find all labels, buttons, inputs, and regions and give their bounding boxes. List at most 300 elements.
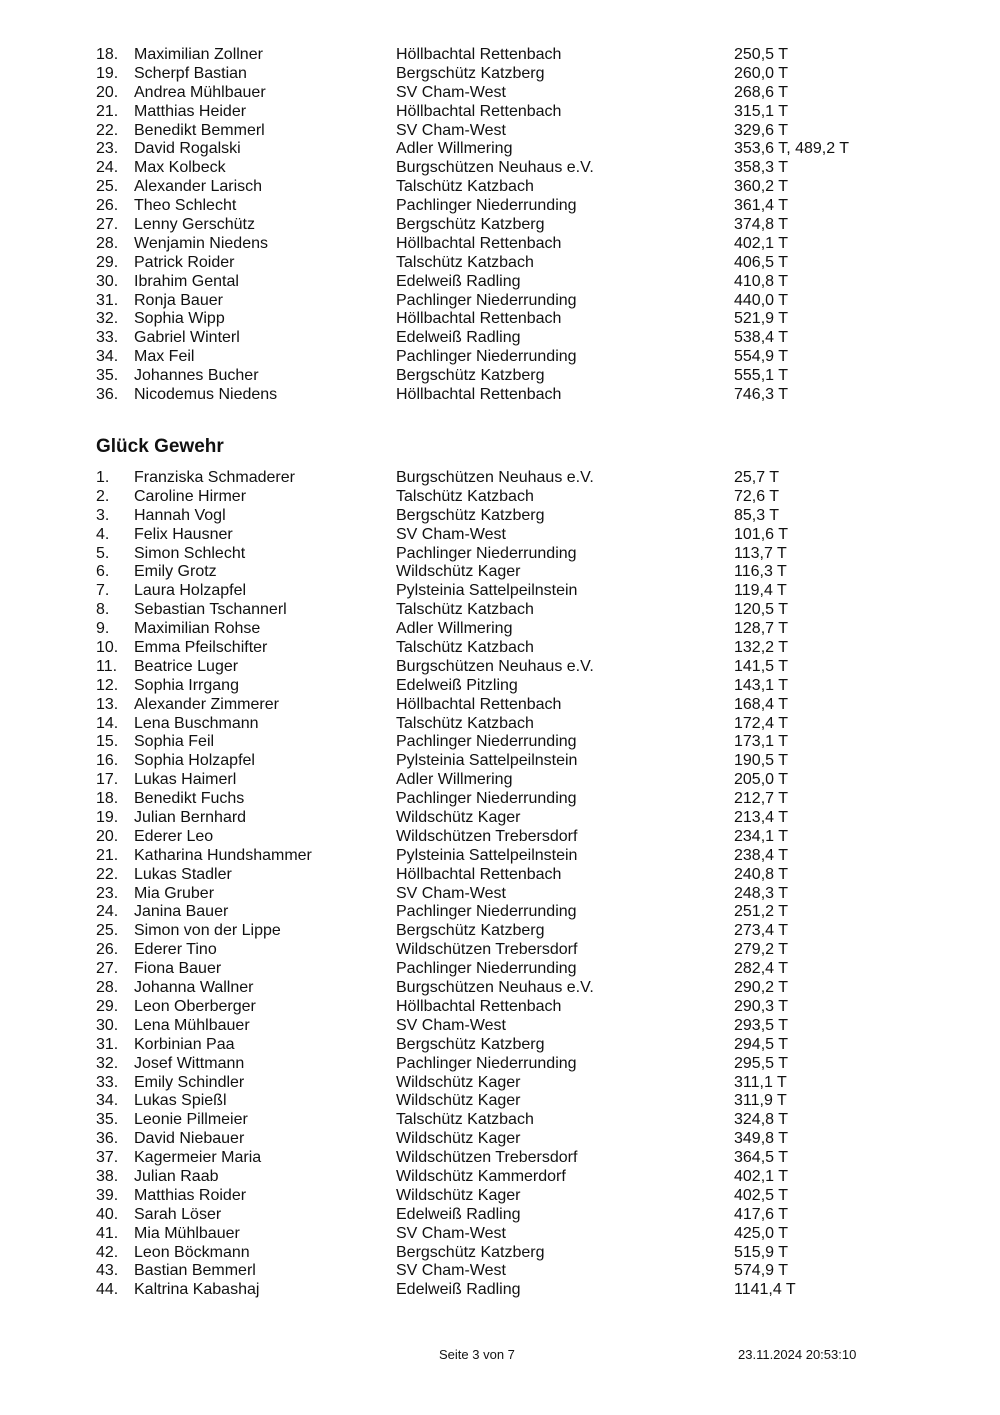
score-value: 205,0 T: [734, 771, 788, 789]
score-value: 555,1 T: [734, 367, 788, 385]
score-value: 141,5 T: [734, 657, 788, 675]
shooter-name: Felix Hausner: [134, 525, 233, 543]
rank-cell: 2.: [96, 487, 110, 505]
club-name: SV Cham-West: [396, 525, 506, 543]
result-row: [0, 771, 1000, 790]
score-value: 119,4 T: [734, 582, 787, 600]
club-name: Burgschützen Neuhaus e.V.: [396, 657, 594, 675]
score-value: 402,1 T: [734, 234, 788, 252]
result-row: [0, 885, 1000, 904]
result-row: [0, 46, 1000, 65]
rank-cell: 30.: [96, 272, 119, 290]
club-name: Pylsteinia Sattelpeilnstein: [396, 582, 578, 600]
shooter-name: Sophia Wipp: [134, 310, 225, 328]
shooter-name: Simon von der Lippe: [134, 922, 281, 940]
shooter-name: Sophia Feil: [134, 733, 215, 751]
club-name: SV Cham-West: [396, 121, 506, 139]
result-row: [0, 159, 1000, 178]
score-value: 113,7 T: [734, 544, 787, 562]
club-name: Edelweiß Radling: [396, 1205, 521, 1223]
club-name: SV Cham-West: [396, 1262, 506, 1280]
shooter-name: Lena Buschmann: [134, 714, 259, 732]
shooter-name: Kaltrina Kabashaj: [134, 1281, 260, 1299]
club-name: SV Cham-West: [396, 83, 506, 101]
score-value: 349,8 T: [734, 1130, 788, 1148]
result-row: [0, 998, 1000, 1017]
rank-cell: 33.: [96, 1073, 119, 1091]
rank-cell: 27.: [96, 960, 119, 978]
club-name: Bergschütz Katzberg: [396, 216, 545, 234]
rank-cell: 27.: [96, 216, 119, 234]
shooter-name: Bastian Bemmerl: [134, 1262, 256, 1280]
score-value: 85,3 T: [734, 506, 780, 524]
score-value: 361,4 T: [734, 197, 788, 215]
score-value: 515,9 T: [734, 1243, 788, 1261]
club-name: Pachlinger Niederrunding: [396, 790, 577, 808]
rank-cell: 4.: [96, 525, 110, 543]
result-row: [0, 103, 1000, 122]
rank-cell: 34.: [96, 1092, 119, 1110]
shooter-name: Mia Gruber: [134, 884, 215, 902]
score-value: 364,5 T: [734, 1149, 788, 1167]
shooter-name: Nicodemus Niedens: [134, 386, 278, 404]
result-row: [0, 348, 1000, 367]
score-value: 311,1 T: [734, 1073, 787, 1091]
club-name: Edelweiß Radling: [396, 1281, 521, 1299]
rank-cell: 44.: [96, 1281, 119, 1299]
result-row: [0, 1206, 1000, 1225]
result-row: [0, 1130, 1000, 1149]
score-value: 173,1 T: [734, 733, 788, 751]
result-row: [0, 922, 1000, 941]
club-name: Burgschützen Neuhaus e.V.: [396, 469, 594, 486]
club-name: Höllbachtal Rettenbach: [396, 695, 562, 713]
score-value: 128,7 T: [734, 620, 788, 638]
result-row: [0, 715, 1000, 734]
rank-cell: 36.: [96, 386, 119, 404]
rank-cell: 9.: [96, 620, 110, 638]
score-value: 295,5 T: [734, 1054, 788, 1072]
result-row: [0, 367, 1000, 386]
rank-cell: 28.: [96, 979, 119, 997]
shooter-name: Maximilian Zollner: [134, 46, 263, 63]
rank-cell: 20.: [96, 83, 119, 101]
club-name: Pachlinger Niederrunding: [396, 291, 577, 309]
club-name: Talschütz Katzbach: [396, 253, 534, 271]
score-value: 410,8 T: [734, 272, 788, 290]
club-name: Pachlinger Niederrunding: [396, 903, 577, 921]
shooter-name: Wenjamin Niedens: [134, 234, 268, 252]
club-name: Edelweiß Radling: [396, 329, 521, 347]
club-name: Höllbachtal Rettenbach: [396, 310, 562, 328]
result-row: [0, 488, 1000, 507]
rank-cell: 22.: [96, 121, 119, 139]
shooter-name: Emily Schindler: [134, 1073, 245, 1091]
club-name: SV Cham-West: [396, 884, 506, 902]
club-name: Talschütz Katzbach: [396, 487, 534, 505]
shooter-name: Lukas Stadler: [134, 865, 232, 883]
result-row: [0, 1225, 1000, 1244]
club-name: Pylsteinia Sattelpeilnstein: [396, 846, 578, 864]
result-row: [0, 790, 1000, 809]
score-value: 290,2 T: [734, 979, 788, 997]
club-name: Wildschütz Kager: [396, 809, 521, 827]
rank-cell: 23.: [96, 140, 119, 158]
rank-cell: 35.: [96, 1111, 119, 1129]
result-row: [0, 903, 1000, 922]
club-name: Wildschütz Kager: [396, 1186, 521, 1204]
club-name: Höllbachtal Rettenbach: [396, 865, 562, 883]
club-name: Wildschützen Trebersdorf: [396, 941, 578, 959]
score-value: 329,6 T: [734, 121, 788, 139]
shooter-name: Emily Grotz: [134, 563, 217, 581]
club-name: Pachlinger Niederrunding: [396, 197, 577, 215]
rank-cell: 28.: [96, 234, 119, 252]
rank-cell: 19.: [96, 809, 119, 827]
rank-cell: 25.: [96, 922, 119, 940]
score-value: 143,1 T: [734, 676, 788, 694]
shooter-name: Sebastian Tschannerl: [134, 601, 287, 619]
score-value: 72,6 T: [734, 487, 780, 505]
result-row: [0, 866, 1000, 885]
result-row: [0, 582, 1000, 601]
result-row: [0, 1017, 1000, 1036]
score-value: 358,3 T: [734, 159, 788, 177]
score-value: 311,9 T: [734, 1092, 787, 1110]
result-row: [0, 1055, 1000, 1074]
result-row: [0, 526, 1000, 545]
rank-cell: 21.: [96, 102, 119, 120]
rank-cell: 8.: [96, 601, 110, 619]
result-row: [0, 1074, 1000, 1093]
club-name: Talschütz Katzbach: [396, 601, 534, 619]
result-row: [0, 254, 1000, 273]
shooter-name: Alexander Zimmerer: [134, 695, 279, 713]
shooter-name: Ederer Tino: [134, 941, 217, 959]
rank-cell: 7.: [96, 582, 110, 600]
shooter-name: Lena Mühlbauer: [134, 1016, 250, 1034]
score-value: 1141,4 T: [734, 1281, 796, 1299]
shooter-name: Benedikt Bemmerl: [134, 121, 265, 139]
score-value: 250,5 T: [734, 46, 788, 63]
club-name: Edelweiß Pitzling: [396, 676, 518, 694]
shooter-name: Franziska Schmaderer: [134, 469, 295, 486]
shooter-name: Theo Schlecht: [134, 197, 237, 215]
result-row: [0, 960, 1000, 979]
club-name: SV Cham-West: [396, 1016, 506, 1034]
rank-cell: 31.: [96, 1035, 119, 1053]
results-list-glueck-gewehr: [0, 469, 1000, 1300]
result-row: [0, 1262, 1000, 1281]
rank-cell: 11.: [96, 657, 118, 675]
score-value: 402,1 T: [734, 1167, 788, 1185]
score-value: 294,5 T: [734, 1035, 788, 1053]
result-row: [0, 235, 1000, 254]
result-row: [0, 469, 1000, 488]
score-value: 521,9 T: [734, 310, 788, 328]
score-value: 25,7 T: [734, 469, 780, 486]
shooter-name: Josef Wittmann: [134, 1054, 245, 1072]
score-value: 101,6 T: [734, 525, 788, 543]
score-value: 538,4 T: [734, 329, 788, 347]
score-value: 279,2 T: [734, 941, 788, 959]
club-name: Bergschütz Katzberg: [396, 922, 545, 940]
score-value: 574,9 T: [734, 1262, 788, 1280]
result-row: [0, 292, 1000, 311]
club-name: Pachlinger Niederrunding: [396, 733, 577, 751]
shooter-name: David Rogalski: [134, 140, 241, 158]
score-value: 234,1 T: [734, 827, 788, 845]
score-value: 406,5 T: [734, 253, 788, 271]
score-value: 190,5 T: [734, 752, 788, 770]
rank-cell: 3.: [96, 506, 110, 524]
shooter-name: David Niebauer: [134, 1130, 245, 1148]
shooter-name: Sarah Löser: [134, 1205, 222, 1223]
rank-cell: 29.: [96, 997, 119, 1015]
shooter-name: Patrick Roider: [134, 253, 235, 271]
score-value: 402,5 T: [734, 1186, 788, 1204]
result-row: [0, 677, 1000, 696]
club-name: Höllbachtal Rettenbach: [396, 386, 562, 404]
result-row: [0, 1168, 1000, 1187]
club-name: Höllbachtal Rettenbach: [396, 997, 562, 1015]
rank-cell: 19.: [96, 64, 119, 82]
shooter-name: Max Feil: [134, 348, 195, 366]
rank-cell: 33.: [96, 329, 119, 347]
rank-cell: 20.: [96, 827, 119, 845]
result-row: [0, 65, 1000, 84]
club-name: Talschütz Katzbach: [396, 178, 534, 196]
result-row: [0, 752, 1000, 771]
shooter-name: Korbinian Paa: [134, 1035, 235, 1053]
result-row: [0, 809, 1000, 828]
shooter-name: Sophia Irrgang: [134, 676, 239, 694]
club-name: Pachlinger Niederrunding: [396, 1054, 577, 1072]
shooter-name: Emma Pfeilschifter: [134, 639, 268, 657]
result-row: [0, 178, 1000, 197]
result-row: [0, 696, 1000, 715]
club-name: Bergschütz Katzberg: [396, 1035, 545, 1053]
club-name: Pachlinger Niederrunding: [396, 348, 577, 366]
rank-cell: 18.: [96, 46, 119, 63]
shooter-name: Lukas Spießl: [134, 1092, 227, 1110]
result-row: [0, 1149, 1000, 1168]
shooter-name: Leonie Pillmeier: [134, 1111, 248, 1129]
shooter-name: Gabriel Winterl: [134, 329, 240, 347]
shooter-name: Benedikt Fuchs: [134, 790, 245, 808]
rank-cell: 24.: [96, 159, 119, 177]
club-name: Wildschütz Kager: [396, 563, 521, 581]
shooter-name: Simon Schlecht: [134, 544, 246, 562]
rank-cell: 39.: [96, 1186, 119, 1204]
club-name: Adler Willmering: [396, 771, 513, 789]
shooter-name: Ibrahim Gental: [134, 272, 239, 290]
rank-cell: 40.: [96, 1205, 119, 1223]
club-name: Burgschützen Neuhaus e.V.: [396, 159, 594, 177]
result-row: [0, 386, 1000, 405]
score-value: 212,7 T: [734, 790, 788, 808]
result-row: [0, 122, 1000, 141]
shooter-name: Johanna Wallner: [134, 979, 254, 997]
result-row: [0, 1036, 1000, 1055]
rank-cell: 32.: [96, 310, 119, 328]
shooter-name: Janina Bauer: [134, 903, 229, 921]
club-name: Wildschütz Kager: [396, 1073, 521, 1091]
club-name: Pachlinger Niederrunding: [396, 544, 577, 562]
club-name: Adler Willmering: [396, 140, 513, 158]
rank-cell: 23.: [96, 884, 119, 902]
shooter-name: Alexander Larisch: [134, 178, 263, 196]
score-value: 238,4 T: [734, 846, 788, 864]
score-value: 440,0 T: [734, 291, 788, 309]
shooter-name: Andrea Mühlbauer: [134, 83, 266, 101]
shooter-name: Ronja Bauer: [134, 291, 223, 309]
result-row: [0, 329, 1000, 348]
club-name: SV Cham-West: [396, 1224, 506, 1242]
rank-cell: 26.: [96, 197, 119, 215]
rank-cell: 37.: [96, 1149, 119, 1167]
score-value: 116,3 T: [734, 563, 787, 581]
rank-cell: 5.: [96, 544, 110, 562]
club-name: Talschütz Katzbach: [396, 714, 534, 732]
score-value: 746,3 T: [734, 386, 788, 404]
result-row: [0, 1281, 1000, 1300]
page-number: Seite 3 von 7: [439, 1347, 515, 1362]
shooter-name: Matthias Heider: [134, 102, 247, 120]
shooter-name: Lukas Haimerl: [134, 771, 237, 789]
result-row: [0, 847, 1000, 866]
rank-cell: 17.: [96, 771, 119, 789]
shooter-name: Max Kolbeck: [134, 159, 226, 177]
result-row: [0, 563, 1000, 582]
club-name: Edelweiß Radling: [396, 272, 521, 290]
score-value: 260,0 T: [734, 64, 788, 82]
rank-cell: 32.: [96, 1054, 119, 1072]
rank-cell: 29.: [96, 253, 119, 271]
result-row: [0, 733, 1000, 752]
rank-cell: 16.: [96, 752, 119, 770]
shooter-name: Leon Böckmann: [134, 1243, 250, 1261]
shooter-name: Beatrice Luger: [134, 657, 239, 675]
result-row: [0, 140, 1000, 159]
club-name: Wildschütz Kager: [396, 1130, 521, 1148]
shooter-name: Johannes Bucher: [134, 367, 259, 385]
club-name: Bergschütz Katzberg: [396, 1243, 545, 1261]
club-name: Adler Willmering: [396, 620, 513, 638]
rank-cell: 22.: [96, 865, 119, 883]
rank-cell: 24.: [96, 903, 119, 921]
rank-cell: 21.: [96, 846, 119, 864]
shooter-name: Mia Mühlbauer: [134, 1224, 240, 1242]
result-row: [0, 1111, 1000, 1130]
result-row: [0, 545, 1000, 564]
shooter-name: Katharina Hundshammer: [134, 846, 312, 864]
results-list-continued: [0, 46, 1000, 405]
shooter-name: Scherpf Bastian: [134, 64, 247, 82]
score-value: 251,2 T: [734, 903, 788, 921]
score-value: 374,8 T: [734, 216, 788, 234]
score-value: 353,6 T, 489,2 T: [734, 140, 850, 158]
rank-cell: 38.: [96, 1167, 119, 1185]
rank-cell: 18.: [96, 790, 119, 808]
section-title: Glück Gewehr: [96, 436, 224, 457]
result-row: [0, 84, 1000, 103]
score-value: 273,4 T: [734, 922, 788, 940]
rank-cell: 14.: [96, 714, 119, 732]
club-name: Talschütz Katzbach: [396, 1111, 534, 1129]
club-name: Wildschütz Kager: [396, 1092, 521, 1110]
shooter-name: Sophia Holzapfel: [134, 752, 255, 770]
club-name: Wildschützen Trebersdorf: [396, 1149, 578, 1167]
result-row: [0, 979, 1000, 998]
club-name: Pylsteinia Sattelpeilnstein: [396, 752, 578, 770]
score-value: 417,6 T: [734, 1205, 788, 1223]
rank-cell: 35.: [96, 367, 119, 385]
score-value: 324,8 T: [734, 1111, 788, 1129]
shooter-name: Hannah Vogl: [134, 506, 226, 524]
club-name: Wildschütz Kammerdorf: [396, 1167, 566, 1185]
club-name: Bergschütz Katzberg: [396, 506, 545, 524]
score-value: 315,1 T: [734, 102, 788, 120]
shooter-name: Leon Oberberger: [134, 997, 256, 1015]
rank-cell: 15.: [96, 733, 119, 751]
club-name: Höllbachtal Rettenbach: [396, 234, 562, 252]
rank-cell: 43.: [96, 1262, 119, 1280]
club-name: Bergschütz Katzberg: [396, 64, 545, 82]
result-row: [0, 507, 1000, 526]
score-value: 213,4 T: [734, 809, 788, 827]
result-row: [0, 1092, 1000, 1111]
club-name: Talschütz Katzbach: [396, 639, 534, 657]
score-value: 248,3 T: [734, 884, 788, 902]
result-row: [0, 620, 1000, 639]
score-value: 282,4 T: [734, 960, 788, 978]
result-row: [0, 639, 1000, 658]
score-value: 168,4 T: [734, 695, 788, 713]
rank-cell: 42.: [96, 1243, 119, 1261]
result-row: [0, 601, 1000, 620]
score-value: 360,2 T: [734, 178, 788, 196]
rank-cell: 6.: [96, 563, 110, 581]
club-name: Wildschützen Trebersdorf: [396, 827, 578, 845]
score-value: 172,4 T: [734, 714, 788, 732]
result-row: [0, 658, 1000, 677]
shooter-name: Julian Raab: [134, 1167, 219, 1185]
rank-cell: 41.: [96, 1224, 119, 1242]
club-name: Höllbachtal Rettenbach: [396, 46, 562, 63]
rank-cell: 34.: [96, 348, 119, 366]
result-row: [0, 1244, 1000, 1263]
shooter-name: Kagermeier Maria: [134, 1149, 262, 1167]
rank-cell: 26.: [96, 941, 119, 959]
print-timestamp: 23.11.2024 20:53:10: [738, 1347, 857, 1362]
score-value: 120,5 T: [734, 601, 788, 619]
shooter-name: Fiona Bauer: [134, 960, 222, 978]
rank-cell: 25.: [96, 178, 119, 196]
club-name: Pachlinger Niederrunding: [396, 960, 577, 978]
shooter-name: Laura Holzapfel: [134, 582, 247, 600]
shooter-name: Lenny Gerschütz: [134, 216, 255, 234]
score-value: 268,6 T: [734, 83, 788, 101]
rank-cell: 36.: [96, 1130, 119, 1148]
result-row: [0, 310, 1000, 329]
rank-cell: 1.: [96, 469, 110, 486]
rank-cell: 13.: [96, 695, 119, 713]
rank-cell: 31.: [96, 291, 119, 309]
shooter-name: Caroline Hirmer: [134, 487, 247, 505]
club-name: Bergschütz Katzberg: [396, 367, 545, 385]
shooter-name: Maximilian Rohse: [134, 620, 261, 638]
